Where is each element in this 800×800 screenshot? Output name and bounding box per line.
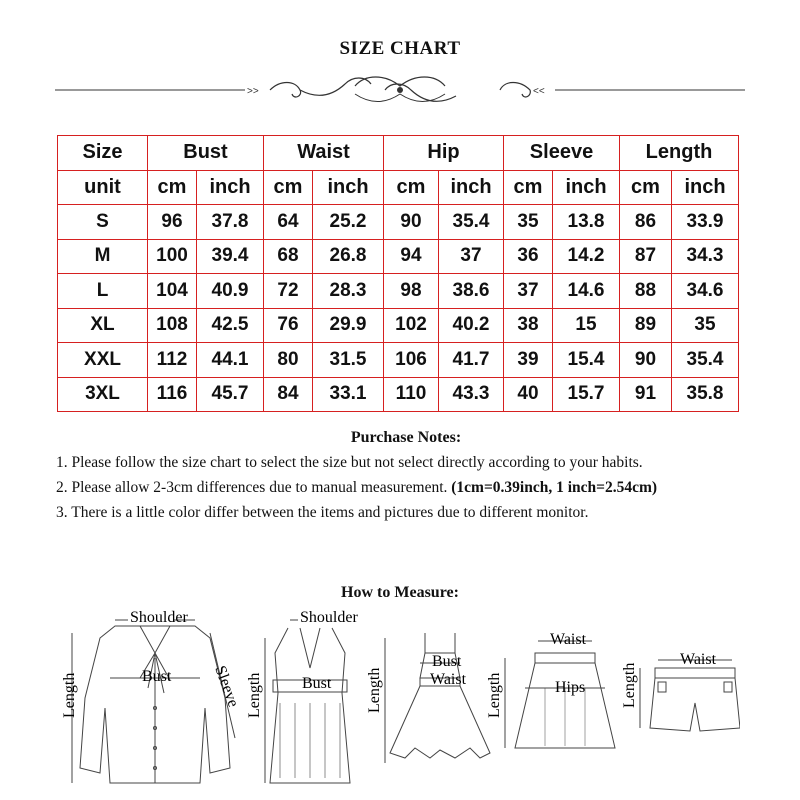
value-cell: 72 — [264, 274, 313, 309]
value-cell: 29.9 — [313, 308, 384, 343]
value-cell: 84 — [264, 377, 313, 412]
value-cell: 34.3 — [672, 239, 739, 274]
hips-label: Hips — [555, 679, 586, 696]
note-1: 1. Please follow the size chart to select the size but not select directly according to your habits. — [56, 454, 643, 471]
value-cell: 86 — [620, 205, 672, 240]
value-cell: 40.9 — [197, 274, 264, 309]
value-cell: 108 — [148, 308, 197, 343]
value-cell: 116 — [148, 377, 197, 412]
table-row — [58, 343, 739, 378]
size-cell: S — [58, 205, 148, 240]
size-chart-table — [57, 135, 739, 412]
value-cell: 14.2 — [553, 239, 620, 274]
value-cell: 15 — [553, 308, 620, 343]
bust-label: Bust — [302, 675, 332, 692]
unit-inch: inch — [197, 170, 264, 205]
vest-diagram-icon — [265, 620, 350, 783]
value-cell: 91 — [620, 377, 672, 412]
value-cell: 100 — [148, 239, 197, 274]
waist-label: Waist — [430, 671, 467, 688]
value-cell: 37.8 — [197, 205, 264, 240]
unit-cm: cm — [504, 170, 553, 205]
value-cell: 35.4 — [672, 343, 739, 378]
length-label: Length — [61, 672, 78, 718]
unit-cm: cm — [148, 170, 197, 205]
length-label: Length — [486, 672, 503, 718]
value-cell: 35 — [672, 308, 739, 343]
value-cell: 42.5 — [197, 308, 264, 343]
value-cell: 106 — [384, 343, 439, 378]
value-cell: 44.1 — [197, 343, 264, 378]
value-cell: 37 — [439, 239, 504, 274]
value-cell: 110 — [384, 377, 439, 412]
value-cell: 35 — [504, 205, 553, 240]
value-cell: 25.2 — [313, 205, 384, 240]
size-cell: L — [58, 274, 148, 309]
table-row — [58, 308, 739, 343]
value-cell: 87 — [620, 239, 672, 274]
value-cell: 34.6 — [672, 274, 739, 309]
value-cell: 102 — [384, 308, 439, 343]
svg-text:<<: << — [533, 86, 545, 97]
value-cell: 98 — [384, 274, 439, 309]
bust-label: Bust — [432, 653, 462, 670]
value-cell: 40 — [504, 377, 553, 412]
size-cell: XXL — [58, 343, 148, 378]
value-cell: 40.2 — [439, 308, 504, 343]
header-size: Size — [58, 136, 148, 171]
note-2-conversion: (1cm=0.39inch, 1 inch=2.54cm) — [451, 479, 658, 496]
value-cell: 15.4 — [553, 343, 620, 378]
unit-cm: cm — [620, 170, 672, 205]
shoulder-label: Shoulder — [130, 609, 188, 626]
value-cell: 31.5 — [313, 343, 384, 378]
value-cell: 88 — [620, 274, 672, 309]
length-label: Length — [366, 667, 383, 713]
unit-inch: inch — [553, 170, 620, 205]
value-cell: 37 — [504, 274, 553, 309]
value-cell: 39 — [504, 343, 553, 378]
value-cell: 90 — [620, 343, 672, 378]
note-3: 3. There is a little color differ between the items and pictures due to different monitor. — [56, 504, 589, 521]
note-2-text: 2. Please allow 2-3cm differences due to manual measurement. — [56, 479, 452, 496]
table-header-row — [58, 136, 739, 171]
value-cell: 112 — [148, 343, 197, 378]
value-cell: 14.6 — [553, 274, 620, 309]
shoulder-label: Shoulder — [300, 609, 358, 626]
unit-label: unit — [58, 170, 148, 205]
sleeve-label: Sleeve — [211, 663, 242, 710]
table-row — [58, 377, 739, 412]
value-cell: 76 — [264, 308, 313, 343]
value-cell: 39.4 — [197, 239, 264, 274]
size-cell: M — [58, 239, 148, 274]
header-length: Length — [620, 136, 739, 171]
measure-title: How to Measure: — [341, 584, 459, 601]
value-cell: 41.7 — [439, 343, 504, 378]
table-row — [58, 274, 739, 309]
length-label: Length — [621, 662, 638, 708]
table-row — [58, 239, 739, 274]
notes-title: Purchase Notes: — [350, 429, 462, 446]
shorts-diagram-icon — [640, 660, 740, 731]
value-cell: 38.6 — [439, 274, 504, 309]
value-cell: 94 — [384, 239, 439, 274]
waist-label: Waist — [680, 651, 717, 668]
size-cell: XL — [58, 308, 148, 343]
size-cell: 3XL — [58, 377, 148, 412]
header-bust: Bust — [148, 136, 264, 171]
value-cell: 35.4 — [439, 205, 504, 240]
measurement-diagrams — [60, 608, 740, 793]
purchase-notes — [56, 425, 756, 525]
header-hip: Hip — [384, 136, 504, 171]
value-cell: 43.3 — [439, 377, 504, 412]
unit-inch: inch — [439, 170, 504, 205]
value-cell: 13.8 — [553, 205, 620, 240]
value-cell: 96 — [148, 205, 197, 240]
svg-text:>>: >> — [247, 86, 259, 97]
value-cell: 26.8 — [313, 239, 384, 274]
value-cell: 33.9 — [672, 205, 739, 240]
page-title: SIZE CHART — [339, 38, 461, 59]
divider-ornament-icon — [55, 72, 745, 108]
bust-label: Bust — [142, 668, 172, 685]
value-cell: 64 — [264, 205, 313, 240]
length-label: Length — [246, 672, 263, 718]
note-2 — [56, 475, 756, 500]
blouse-diagram-icon — [72, 620, 235, 783]
value-cell: 45.7 — [197, 377, 264, 412]
value-cell: 80 — [264, 343, 313, 378]
value-cell: 104 — [148, 274, 197, 309]
value-cell: 38 — [504, 308, 553, 343]
value-cell: 89 — [620, 308, 672, 343]
header-sleeve: Sleeve — [504, 136, 620, 171]
unit-inch: inch — [672, 170, 739, 205]
value-cell: 36 — [504, 239, 553, 274]
unit-inch: inch — [313, 170, 384, 205]
table-row — [58, 205, 739, 240]
value-cell: 90 — [384, 205, 439, 240]
value-cell: 15.7 — [553, 377, 620, 412]
unit-cm: cm — [384, 170, 439, 205]
unit-row — [58, 170, 739, 205]
header-waist: Waist — [264, 136, 384, 171]
value-cell: 35.8 — [672, 377, 739, 412]
waist-label: Waist — [550, 631, 587, 648]
unit-cm: cm — [264, 170, 313, 205]
value-cell: 28.3 — [313, 274, 384, 309]
value-cell: 33.1 — [313, 377, 384, 412]
value-cell: 68 — [264, 239, 313, 274]
